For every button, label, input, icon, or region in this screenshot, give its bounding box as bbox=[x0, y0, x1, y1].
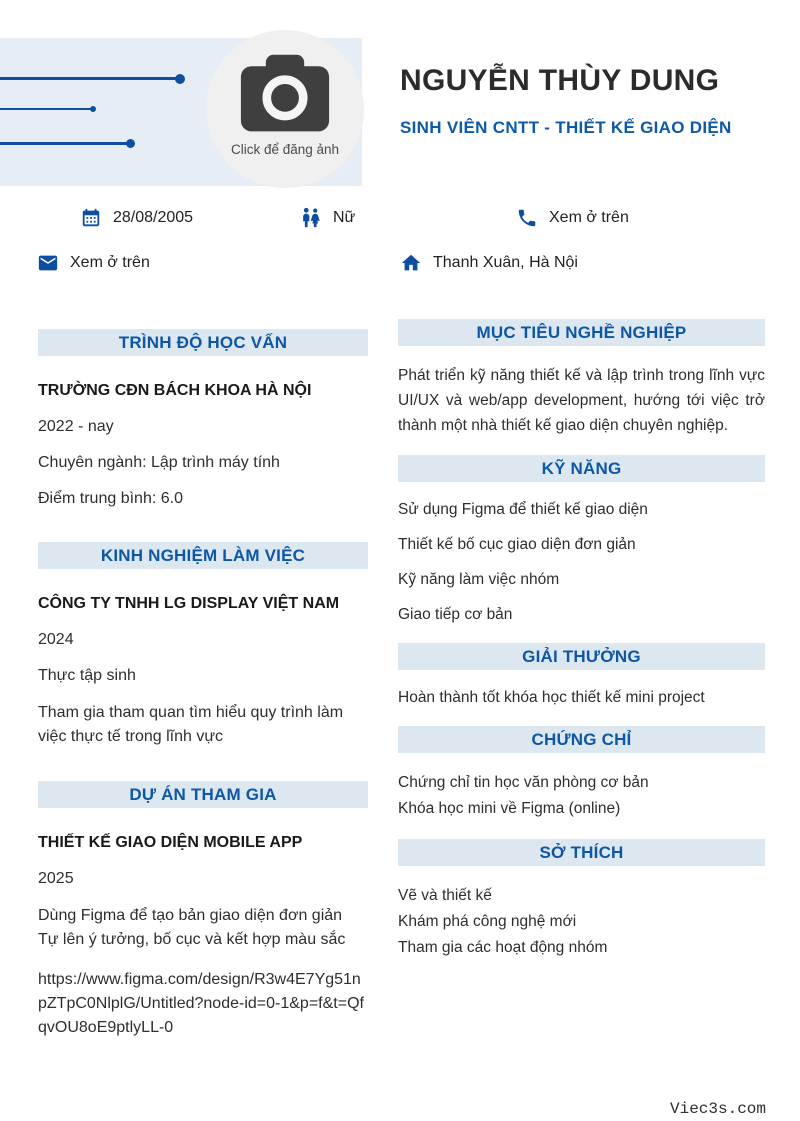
section-skills-item: Thiết kế bố cục giao diện đơn giản bbox=[398, 536, 636, 553]
decor-line-2-dot bbox=[90, 106, 96, 112]
section-projects-item: Dùng Figma để tạo bản giao diện đơn giản bbox=[38, 907, 343, 924]
section-experience-item: Tham gia tham quan tìm hiểu quy trình làm việc thực tế trong lĩnh vực bbox=[38, 704, 344, 745]
photo-upload-label: Click để đăng ảnh bbox=[230, 142, 340, 157]
section-certificates-item: Chứng chỉ tin học văn phòng cơ bản bbox=[398, 774, 649, 791]
section-experience-item: CÔNG TY TNHH LG DISPLAY VIỆT NAM bbox=[38, 595, 340, 612]
contact-email bbox=[37, 251, 150, 275]
section-hobbies-item: Vẽ và thiết kế bbox=[398, 887, 492, 904]
decor-line-1-dot bbox=[175, 74, 185, 84]
section-hobbies-item: Tham gia các hoạt động nhóm bbox=[398, 939, 608, 956]
section-header-awards: GIẢI THƯỞNG bbox=[398, 643, 765, 670]
decor-line-1 bbox=[0, 77, 177, 80]
candidate-title: SINH VIÊN CNTT - THIẾT KẾ GIAO DIỆN bbox=[400, 118, 732, 137]
left-column bbox=[38, 329, 368, 1040]
home-icon bbox=[400, 252, 422, 274]
section-skills-item: Sử dụng Figma để thiết kế giao diện bbox=[398, 501, 648, 518]
contact-dob bbox=[80, 206, 193, 230]
section-skills bbox=[398, 455, 765, 626]
section-education-item: TRƯỜNG CĐN BÁCH KHOA HÀ NỘI bbox=[38, 382, 312, 399]
phone-icon bbox=[516, 207, 538, 229]
section-projects bbox=[38, 781, 368, 1040]
section-header-hobbies: SỞ THÍCH bbox=[398, 839, 765, 866]
site-brand: Viec3s.com bbox=[669, 1100, 766, 1118]
section-experience-item: Thực tập sinh bbox=[38, 667, 136, 684]
contact-gender bbox=[300, 206, 355, 230]
section-education-item: 2022 - nay bbox=[38, 418, 114, 435]
section-header-experience: KINH NGHIỆM LÀM VIỆC bbox=[38, 542, 368, 569]
section-projects-item: THIẾT KẾ GIAO DIỆN MOBILE APP bbox=[38, 834, 303, 851]
section-header-education: TRÌNH ĐỘ HỌC VẤN bbox=[38, 329, 368, 356]
section-projects-item: 2025 bbox=[38, 870, 74, 887]
section-education-item: Chuyên ngành: Lập trình máy tính bbox=[38, 454, 280, 471]
right-column bbox=[398, 319, 765, 961]
gender-people-icon bbox=[300, 207, 322, 229]
section-hobbies-item: Khám phá công nghệ mới bbox=[398, 913, 577, 930]
decor-line-2 bbox=[0, 108, 90, 110]
contact-phone-value: Xem ở trên bbox=[549, 209, 629, 226]
section-header-objective: MỤC TIÊU NGHỀ NGHIỆP bbox=[398, 319, 765, 346]
photo-upload-button[interactable] bbox=[206, 30, 364, 188]
contact-gender-value: Nữ bbox=[333, 209, 356, 226]
contact-email-value: Xem ở trên bbox=[70, 254, 150, 271]
section-header-skills: KỸ NĂNG bbox=[398, 455, 765, 482]
contact-address-value: Thanh Xuân, Hà Nội bbox=[433, 254, 578, 271]
camera-icon bbox=[239, 52, 331, 136]
section-awards-item: Hoàn thành tốt khóa học thiết kế mini project bbox=[398, 689, 705, 706]
section-objective bbox=[398, 319, 765, 438]
decor-line-3 bbox=[0, 142, 127, 145]
calendar-icon bbox=[80, 207, 102, 229]
contact-dob-value: 28/08/2005 bbox=[113, 209, 194, 226]
section-header-projects: DỰ ÁN THAM GIA bbox=[38, 781, 368, 808]
section-projects-item: Tự lên ý tưởng, bố cục và kết hợp màu sắc bbox=[38, 931, 346, 948]
decor-line-3-dot bbox=[126, 139, 135, 148]
section-skills-item: Giao tiếp cơ bản bbox=[398, 606, 513, 623]
section-hobbies bbox=[398, 839, 765, 961]
section-awards bbox=[398, 643, 765, 709]
section-certificates-item: Khóa học mini về Figma (online) bbox=[398, 800, 621, 817]
section-projects-item: https://www.figma.com/design/R3w4E7Yg51npZTpC0NlplG/Untitled?node-id=0-1&p=f&t=QfqvOU8oE9ptlyLL-0 bbox=[38, 971, 364, 1036]
section-skills-item: Kỹ năng làm việc nhóm bbox=[398, 571, 560, 588]
envelope-icon bbox=[37, 252, 59, 274]
candidate-name: NGUYỄN THÙY DUNG bbox=[400, 64, 720, 97]
section-objective-item: Phát triển kỹ năng thiết kế và lập trình trong lĩnh vực UI/UX và web/app development, hướng tới việc trở thành một nhà thiết kế giao diện chuyên nghiệp. bbox=[398, 367, 765, 434]
section-education bbox=[38, 329, 368, 510]
section-experience bbox=[38, 542, 368, 749]
contact-phone bbox=[516, 206, 629, 230]
section-education-item: Điểm trung bình: 6.0 bbox=[38, 490, 183, 507]
section-header-certificates: CHỨNG CHỈ bbox=[398, 726, 765, 753]
section-experience-item: 2024 bbox=[38, 631, 74, 648]
section-certificates bbox=[398, 726, 765, 822]
contact-address bbox=[400, 251, 578, 275]
